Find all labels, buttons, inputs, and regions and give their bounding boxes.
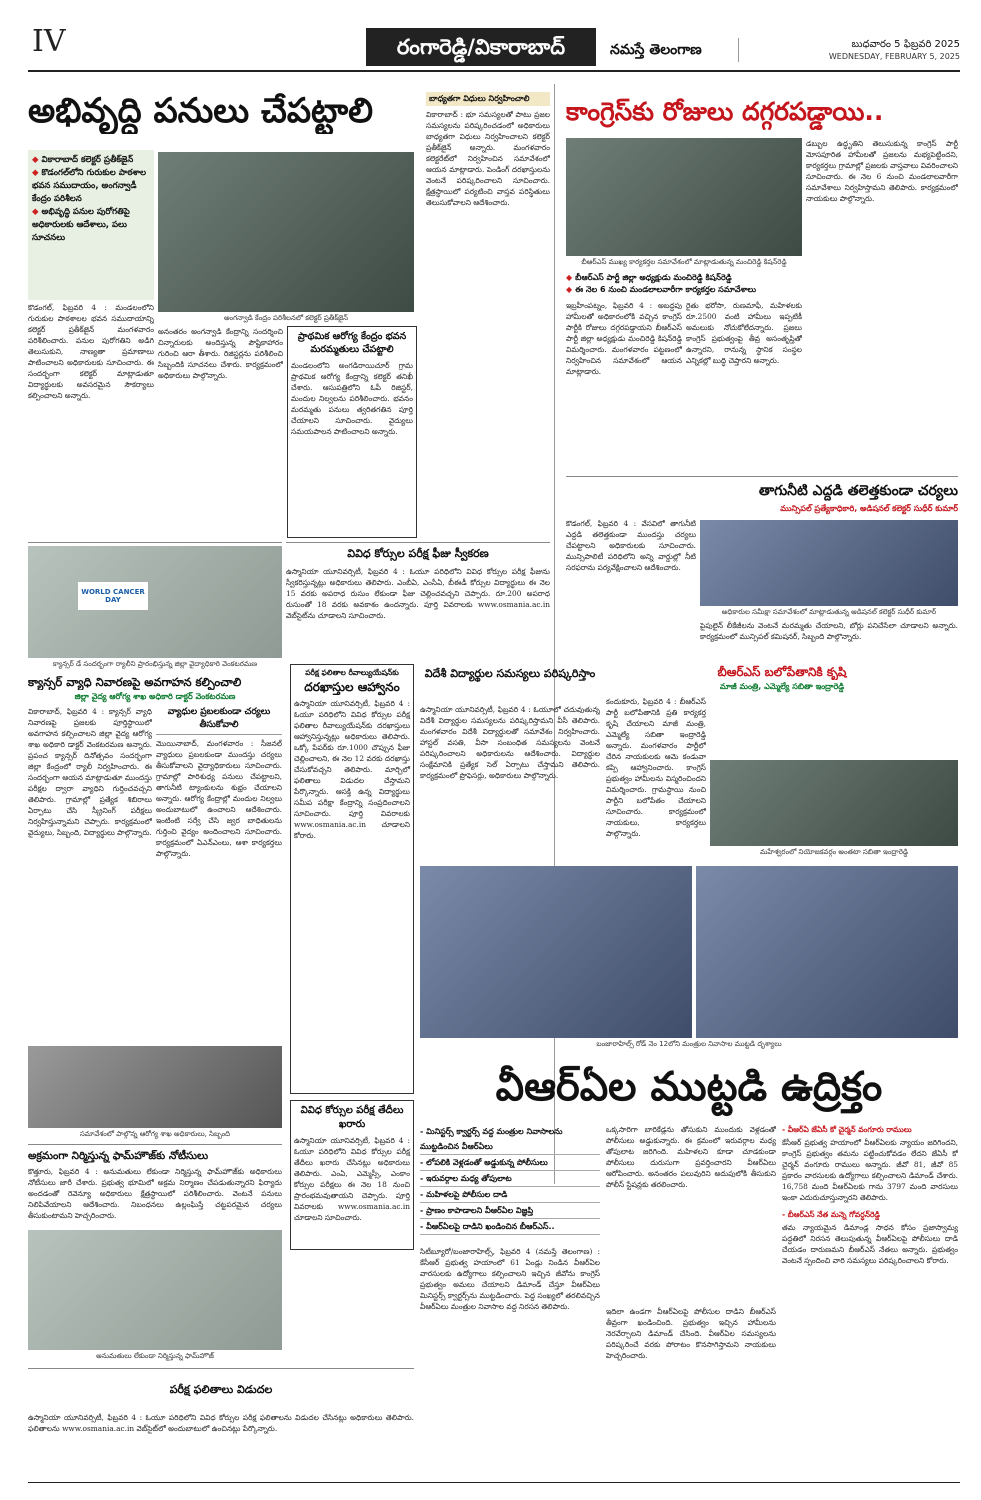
results-body: ఉస్మానియా యూనివర్సిటీ, ఫిబ్రవరి 4 : ఓయూ పరిధిలోని వివిధ కోర్సుల పరీక్ష ఫలితాలను విడుదల చేసినట్లు అధికారులు తెలిపారు. ఫలితాలను www.osmania.ac.in వెబ్‌సైట్‌లో అందుబాటులో ఉంచినట్లు పేర్కొన్నారు.: [28, 1413, 414, 1433]
lead-bullet: కొడంగల్‌లోని గురుకుల పాఠశాల భవన సముదాయం, అంగన్వాడీ కేంద్రం పరిశీలన: [32, 168, 147, 204]
masthead: [0, 0, 981, 68]
cancer-subhead: జిల్లా వైద్య ఆరోగ్య శాఖ అధికారి డాక్టర్ వెంకటరమణ: [74, 692, 236, 701]
brs-photo-caption: మహేశ్వరంలో నియోజకవర్గం అంతటా సబితా ఇంద్రారెడ్డి: [759, 848, 909, 856]
protest-right-body-1: కేసీఆర్ ప్రభుత్వ హయాంలో వీఆర్ఏలకు న్యాయం జరిగిందని, కాంగ్రెస్ ప్రభుత్వం తమను పట్టించుకోవడం లేదని జేఏసీ కో చైర్మన్ వంగూరు రాములు అన్నారు. జీవో 81, జీవో 85 ప్రకారం వారసులకు ఉద్యోగాలు కల్పించాలని డిమాండ్ చేశారు. 16,758 మంది వీఆర్ఏలకు గాను 3797 మంది వారసులు ఇంకా ఎదురుచూస్తున్నారని తెలిపారు.: [782, 1138, 958, 1202]
brs-subhead: మాజీ మంత్రి, ఎమ్మెల్యే సబితా ఇంద్రారెడ్డి: [719, 682, 845, 691]
courses-body: ఉస్మానియా యూనివర్సిటీ, ఫిబ్రవరి 4 : ఓయూ పరిధిలోని వివిధ కోర్సుల పరీక్ష తేదీలు ఖరారు చేసినట్లు అధికారులు తెలిపారు. ఎంఏ, ఎమ్మెస్సీ, ఎంకాం కోర్సుల పరీక్షలు ఈ నెల 18 నుంచి ప్రారంభమవుతాయని చెప్పారు. పూర్తి వివరాలకు www.osmania.ac.in చూడాలని సూచించారు.: [294, 1136, 410, 1222]
lead-bullets: ◆ వికారాబాద్ కలెక్టర్ ప్రతీక్‌జైన్ ◆ కొడంగల్‌లోని గురుకుల పాఠశాల భవన సముదాయం, అంగన్వాడీ కేంద్రం పరిశీలన ◆ అభివృద్ధి పనుల పురోగతిపై అధికారులకు ఆదేశాలు, పలు సూచనలు: [28, 150, 154, 300]
congress-photo: [566, 138, 802, 256]
lead-bullet: అభివృద్ధి పనుల పురోగతిపై అధికారులకు ఆదేశాలు, పలు సూచనలు: [32, 207, 130, 243]
protest-body-2: ఒక్కసారిగా బారికేడ్లను తోసుకుని ముందుకు వెళ్లడంతో పోలీసులు అడ్డుకున్నారు. ఈ క్రమంలో ఇరువర్గాల మధ్య తోపులాట జరిగింది. మహిళలని కూడా చూడకుండా పోలీసులు దురుసుగా ప్రవర్తించారని వీఆర్ఏలు ఆరోపించారు. అనంతరం పలువురిని అదుపులోకి తీసుకుని పోలీస్ స్టేషన్లకు తరలించారు.: [606, 1125, 776, 1189]
congress-body-2: రైతు భరోసా, రుణమాఫీ, మహిళలకు రూ.2500 వంటి హామీలు ఇప్పటికీ అమలుకు నోచుకోలేదన్నారు. ప్రజలు కాంగ్రెస్ ప్రభుత్వంపై తీవ్ర అసంతృప్తితో ఉన్నారని, రానున్న స్థానిక సంస్థల ఎన్నికల్లో బుద్ధి చెప్తారని అన్నారు.: [686, 301, 802, 365]
date-telugu: బుధవారం 5 ఫిబ్రవరి 2025: [851, 39, 960, 50]
district-banner: [366, 28, 596, 66]
cancer-photo: [28, 546, 282, 658]
water-photo: [700, 520, 958, 606]
meeting-photo-caption: సమావేశంలో పాల్గొన్న ఆరోగ్య శాఖ అధికారులు, సిబ్బంది: [79, 1130, 231, 1138]
lead-body-1: కొడంగల్, ఫిబ్రవరి 4 : మండలంలోని గురుకుల పాఠశాలల భవన సముదాయాన్ని కలెక్టర్ ప్రతీక్‌జైన్ మంగళవారం పరిశీలించారు. పనుల పురోగతిని అడిగి తెలుసుకుని, నాణ్యతా ప్రమాణాలు పాటించాలని అధికారులకు సూచించారు. ఈ సందర్భంగా కలెక్టర్ మాట్లాడుతూ విద్యార్థులకు అవసరమైన సౌకర్యాలు కల్పించాలని అన్నారు.: [28, 303, 154, 400]
cancer-banner: WORLD CANCER DAY: [78, 582, 148, 610]
protest-headline: వీఆర్ఏల ముట్టడి ఉద్రిక్తం: [495, 1064, 883, 1110]
protest-bullet: - లోపలికి వెళ్లడంతో అడ్డుకున్న పోలీసులు: [420, 1155, 600, 1171]
protest-photo-caption: బంజారాహిల్స్ రోడ్ నెం 12లోని మంత్రుల నివాసాల ముట్టడి దృశ్యాలు: [596, 1040, 782, 1048]
brs-headline: బీఆర్ఎస్ బలోపేతానికి కృషి: [717, 665, 847, 679]
protest-body-3: ఇదిలా ఉండగా వీఆర్ఏలపై పోలీసుల దాడిని బీఆర్ఎస్ తీవ్రంగా ఖండించింది. ప్రభుత్వం ఇచ్చిన హామీలను నెరవేర్చాలని డిమాండ్ చేసింది. వీఆర్ఏల సమస్యలను పరిష్కరించే వరకు పోరాటం కొనసాగిస్తామని నాయకులు హెచ్చరించారు.: [606, 1307, 776, 1360]
protest-right-head-2: - బీఆర్ఎస్ నేత మన్నె గోవర్ధన్‌రెడ్డి: [782, 1210, 880, 1219]
diseases-body: మొయినాబాద్, మంగళవారం : సీజనల్ వ్యాధులు ప్రబలకుండా ముందస్తు చర్యలు తీసుకోవాలని వైద్యాధికారులు సూచించారు. గ్రామాల్లో పారిశుధ్య పనులు చేపట్టాలని, తాగునీటి ట్యాంకులను శుభ్రం చేయాలని అన్నారు. ఆరోగ్య కేంద్రాల్లో మందుల నిల్వలు అందుబాటులో ఉంచాలని ఆదేశించారు. ఇంటింటి సర్వే చేసి జ్వర బాధితులను గుర్తించి వైద్యం అందించాలని సూచించారు. కార్యక్రమంలో ఏఎన్ఎంలు, ఆశా కార్యకర్తలు పాల్గొన్నారు.: [156, 739, 282, 858]
diseases-story: [156, 706, 282, 1042]
phc-headline: ప్రాథమిక ఆరోగ్య కేంద్రం భవన మరమ్మతులు చేపట్టాలి: [297, 331, 407, 355]
protest-bullets: [420, 1124, 600, 1235]
lead-photo: [158, 152, 414, 312]
meeting-photo: [28, 1046, 282, 1128]
farmhouse-photo-caption: అనుమతులు లేకుండా నిర్మిస్తున్న ఫామ్‌హౌజ్: [96, 1352, 214, 1360]
courses-box: [290, 1100, 414, 1250]
protest-bullet: - ఇరువర్గాల మధ్య తోపులాట: [420, 1171, 600, 1187]
farmhouse-photo: [28, 1230, 282, 1350]
water-body-2: పైపులైన్ లీకేజీలను వెంటనే మరమ్మతు చేయాలని, బోర్లు పనిచేసేలా చూడాలని అన్నారు. కార్యక్రమంలో మున్సిపల్ కమిషనర్, సిబ్బంది పాల్గొన్నారు.: [700, 621, 958, 641]
protest-bullet: - మహిళలపై పోలీసుల దాడి: [420, 1187, 600, 1203]
brs-photo: [710, 760, 958, 846]
district-title: రంగారెడ్డి/వికారాబాద్: [396, 35, 566, 59]
phc-box: [287, 326, 417, 538]
farmhouse-body: కొత్తూరు, ఫిబ్రవరి 4 : అనుమతులు లేకుండా నిర్మిస్తున్న ఫామ్‌హౌజ్‌కు అధికారులు నోటీసులు జారీ చేశారు. ప్రభుత్వ భూమిలో అక్రమ నిర్మాణం చేపడుతున్నారని ఫిర్యాదు అందడంతో రెవెన్యూ అధికారులు క్షేత్రస్థాయిలో పరిశీలించారు. వెంటనే పనులు నిలిపివేయాలని ఆదేశించారు. నిబంధనలు ఉల్లంఘిస్తే చట్టపరమైన చర్యలు తీసుకుంటామని హెచ్చరించారు.: [28, 1167, 282, 1220]
page-number: IV: [32, 24, 66, 59]
protest-right-head-1: - వీఆర్ఏ జేఏసీ కో చైర్మన్ వంగూరు రాములు: [782, 1125, 912, 1134]
water-body-1: కొడంగల్, ఫిబ్రవరి 4 : వేసవిలో తాగునీటి ఎద్దడి తలెత్తకుండా ముందస్తు చర్యలు చేపట్టాలని అధికారులకు సూచించారు. మున్సిపాలిటీ పరిధిలోని అన్ని వార్డుల్లో నీటి సరఫరాను పర్యవేక్షించాలని ఆదేశించారు.: [566, 519, 696, 572]
farmhouse-headline: అక్రమంగా నిర్మిస్తున్న ఫామ్‌హౌజ్‌కు నోటీసులు: [28, 1150, 209, 1162]
congress-bullet: బీఆర్ఎస్ పార్టీ జిల్లా అధ్యక్షుడు మంచిరెడ్డి కిషన్‌రెడ్డి: [575, 273, 732, 282]
column-1-subhead: బాధ్యతగా విధులు నిర్వహించాలి: [426, 92, 550, 106]
protest-bullet: - వీఆర్ఏలపై దాడిని ఖండించిన బీఆర్ఎస్..: [420, 1219, 600, 1235]
date-english: WEDNESDAY, FEBRUARY 5, 2025: [828, 52, 960, 61]
lead-headline: అభివృద్ధి పనులు చేపట్టాలి: [28, 91, 374, 131]
protest-bullet: - మినిస్టర్స్ క్వార్టర్స్ వద్ద మంత్రుల నివాసాలను ముట్టడించిన వీఆర్ఏలు: [420, 1124, 600, 1155]
paper-name: నమస్తే తెలంగాణ: [610, 42, 702, 58]
column-1-body: వికారాబాద్ : భూ సమస్యలతో పాటు ప్రజల సమస్యలను పరిష్కరించడంలో అధికారులు బాధ్యతగా విధులు నిర్వహించాలని కలెక్టర్ ప్రతీక్‌జైన్ అన్నారు. మంగళవారం కలెక్టరేట్‌లో నిర్వహించిన సమావేశంలో ఆయన మాట్లాడారు. పెండింగ్ దరఖాస్తులను వెంటనే పరిష్కరించాలని సూచించారు. క్షేత్రస్థాయిలో పర్యటించి వాస్తవ పరిస్థితులు తెలుసుకోవాలని ఆదేశించారు.: [426, 110, 550, 207]
congress-headline: కాంగ్రెస్‌కు రోజులు దగ్గరపడ్డాయి..: [566, 97, 884, 126]
water-subhead: మున్సిపల్ ప్రత్యేకాధికారి, అడిషనల్ కలెక్టర్ సుధీర్ కుమార్: [780, 504, 958, 513]
congress-body-3: డబ్బుల ఉద్ధృతిని తెలుసుకున్న కాంగ్రెస్ పార్టీ మోసపూరిత హామీలతో ప్రజలను మభ్యపెట్టిందని, కార్యకర్తలు గ్రామాల్లో ప్రజలకు వాస్తవాలు వివరించాలని సూచించారు. ఈ నెల 6 నుంచి మండలాలవారీగా సమావేశాలు నిర్వహిస్తామని తెలిపారు. కార్యక్రమంలో నాయకులు పాల్గొన్నారు.: [806, 139, 958, 203]
applications-headline: దరఖాస్తుల ఆహ్వానం: [304, 680, 400, 694]
lead-photo-caption: అంగన్వాడి కేంద్రం పరిశీలనలో కలెక్టర్ ప్రతీక్‌జైన్: [223, 314, 349, 322]
congress-body-1: ఇబ్రహీంపట్నం, ఫిబ్రవరి 4 : అబద్ధపు హామీలతో అధికారంలోకి వచ్చిన కాంగ్రెస్ పార్టీకి రోజులు దగ్గరపడ్డాయని బీఆర్ఎస్ పార్టీ జిల్లా అధ్యక్షుడు మంచిరెడ్డి కిషన్‌రెడ్డి విమర్శించారు. మంగళవారం పట్టణంలో నిర్వహించిన సమావేశంలో ఆయన మాట్లాడారు.: [566, 301, 682, 376]
applications-body: ఉస్మానియా యూనివర్సిటీ, ఫిబ్రవరి 4 : ఓయూ పరిధిలోని వివిధ కోర్సుల పరీక్ష ఫలితాల రీవాల్యుయేషన్‌కు దరఖాస్తులు ఆహ్వానిస్తున్నట్లు అధికారులు తెలిపారు. ఒక్కో పేపర్‌కు రూ.1000 చొప్పున ఫీజు చెల్లించాలని, ఈ నెల 12 వరకు దరఖాస్తు చేసుకోవచ్చని తెలిపారు. మార్చిలో ఫలితాలు విడుదల చేస్తామని పేర్కొన్నారు. ఆసక్తి ఉన్న విద్యార్థులు సమీప పరీక్షా కేంద్రాన్ని సంప్రదించాలని సూచించారు. పూర్తి వివరాలకు www.osmania.ac.in చూడాలని కోరారు.: [294, 699, 410, 840]
fees-headline: వివిధ కోర్సుల పరీక్ష ఫీజు స్వీకరణ: [347, 547, 489, 560]
column-1: [426, 92, 550, 532]
results-headline: పరీక్ష ఫలితాలు విడుదల: [169, 1383, 273, 1396]
cancer-photo-caption: క్యాన్సర్ డే సందర్భంగా ర్యాలీని ప్రారంభిస్తున్న జిల్లా వైద్యాధికారి వెంకటరమణ: [52, 660, 258, 668]
fees-body: ఉస్మానియా యూనివర్సిటీ, ఫిబ్రవరి 4 : ఓయూ పరిధిలోని వివిధ కోర్సుల పరీక్ష ఫీజును స్వీకరిస్తున్నట్లు అధికారులు తెలిపారు. ఎంబీఏ, ఎంసీఏ, బీఈడీ కోర్సుల విద్యార్థులు ఈ నెల 15 వరకు అపరాధ రుసుం లేకుండా ఫీజు చెల్లించవచ్చని చెప్పారు. రూ.200 అపరాధ రుసుంతో 18 వరకు అవకాశం ఉందన్నారు. పూర్తి వివరాలకు www.osmania.ac.in వెబ్‌సైట్‌ను చూడాలని సూచించారు.: [286, 567, 550, 620]
lead-body-2: అనంతరం అంగన్వాడి కేంద్రాన్ని సందర్శించి చిన్నారులకు అందిస్తున్న పౌష్టికాహారం గురించి ఆరా తీశారు. రిజిస్టర్లను పరిశీలించి సిబ్బందికి సూచనలు చేశారు. కార్యక్రమంలో అధికారులు పాల్గొన్నారు.: [158, 327, 283, 380]
protest-photo-right: [696, 866, 958, 1038]
congress-bullets: ◆ బీఆర్ఎస్ పార్టీ జిల్లా అధ్యక్షుడు మంచిరెడ్డి కిషన్‌రెడ్డి ◆ ఈ నెల 6 నుంచి మండలాలవారీగా కార్యకర్తల సమావేశాలు: [566, 273, 756, 294]
brs-body: కందుకూరు, ఫిబ్రవరి 4 : బీఆర్ఎస్ పార్టీ బలోపేతానికి ప్రతి కార్యకర్త కృషి చేయాలని మాజీ మంత్రి, ఎమ్మెల్యే సబితా ఇంద్రారెడ్డి అన్నారు. మంగళవారం పార్టీలో చేరిన నాయకులకు ఆమె కండువా కప్పి ఆహ్వానించారు. కాంగ్రెస్ ప్రభుత్వం హామీలను విస్మరించిందని విమర్శించారు. గ్రామస్థాయి నుంచి పార్టీని బలోపేతం చేయాలని సూచించారు. కార్యక్రమంలో నాయకులు, కార్యకర్తలు పాల్గొన్నారు.: [606, 697, 706, 838]
applications-box: [290, 664, 414, 1094]
water-photo-caption: అధికారుల సమీక్షా సమావేశంలో మాట్లాడుతున్న అడిషనల్ కలెక్టర్ సుధీర్ కుమార్: [721, 608, 937, 616]
protest-photo-left: [420, 866, 692, 1038]
water-headline: తాగునీటి ఎద్దడి తలెత్తకుండా చర్యలు: [758, 483, 958, 499]
cancer-headline: క్యాన్సర్ వ్యాధి నివారణపై అవగాహన కల్పించాలి: [28, 675, 242, 689]
congress-photo-caption: బీఆర్ఎస్ ముఖ్య కార్యకర్తల సమావేశంలో మాట్లాడుతున్న మంచిరెడ్డి కిషన్‌రెడ్డి: [581, 258, 787, 266]
courses-headline: వివిధ కోర్సుల పరీక్ష తేదీలు ఖరారు: [300, 1105, 404, 1130]
protest-body-1: సిటీబ్యూరో/బంజారాహిల్స్, ఫిబ్రవరి 4 (నమస్తే తెలంగాణ) : కేసీఆర్ ప్రభుత్వ హయాంలో 61 ఏండ్లు నిండిన వీఆర్ఏల వారసులకు ఉద్యోగాలు కల్పించాలని ఇచ్చిన జీవోను కాంగ్రెస్ ప్రభుత్వం అమలు చేయాలని డిమాండ్ చేస్తూ వీఆర్ఏలు మినిస్టర్స్ క్వార్టర్స్‌ను ముట్టడించారు. పెద్ద సంఖ్యలో తరలివచ్చిన వీఆర్ఏలు మంత్రుల నివాసాల వద్ద నిరసన తెలిపారు.: [420, 1247, 600, 1311]
applications-subhead: పరీక్ష ఫలితాల రీవాల్యుయేషన్‌కు: [305, 668, 399, 677]
diseases-headline: వ్యాధుల ప్రబలకుండా చర్యలు తీసుకోవాలి: [156, 706, 282, 735]
protest-bullet: - ప్రాణం కాపాడాలని వీఆర్ఏల విజ్ఞప్తి: [420, 1203, 600, 1219]
protest-right-body-2: తమ న్యాయమైన డిమాండ్ల సాధన కోసం ప్రజాస్వామ్య పద్ధతిలో నిరసన తెలుపుతున్న వీఆర్ఏలపై పోలీసులు దాడి చేయడం దారుణమని బీఆర్ఎస్ నేతలు అన్నారు. ప్రభుత్వం వెంటనే స్పందించి వారి సమస్యలు పరిష్కరించాలని కోరారు.: [782, 1223, 958, 1265]
phc-body: మండలంలోని అంగడిరాయిచూర్ గ్రామ ప్రాథమిక ఆరోగ్య కేంద్రాన్ని కలెక్టర్ తనిఖీ చేశారు. ఆసుపత్రిలోని ఓపీ రిజిస్టర్, మందుల నిల్వలను పరిశీలించారు. భవనం మరమ్మతు పనులు త్వరితగతిన పూర్తి చేయాలని సూచించారు. వైద్యులు సమయపాలన పాటించాలని అన్నారు.: [291, 361, 413, 436]
lead-bullet: వికారాబాద్ కలెక్టర్ ప్రతీక్‌జైన్: [41, 155, 134, 165]
congress-bullet: ఈ నెల 6 నుంచి మండలాలవారీగా కార్యకర్తల సమావేశాలు: [575, 285, 756, 294]
protest-right-column: [782, 1124, 958, 1476]
students-body: ఉస్మానియా యూనివర్సిటీ, ఫిబ్రవరి 4 : ఓయూలో చదువుతున్న విదేశీ విద్యార్థుల సమస్యలను పరిష్కరిస్తామని వీసీ తెలిపారు. మంగళవారం విదేశీ విద్యార్థులతో సమావేశం నిర్వహించారు. హాస్టల్ వసతి, వీసా సంబంధిత సమస్యలను వెంటనే పరిష్కరించాలని అధికారులను ఆదేశించారు. విద్యార్థుల సంక్షేమానికి ప్రత్యేక సెల్ ఏర్పాటు చేస్తామని తెలిపారు. కార్యక్రమంలో ప్రొఫెసర్లు, అధికారులు పాల్గొన్నారు.: [420, 705, 600, 780]
cancer-body: వికారాబాద్, ఫిబ్రవరి 4 : క్యాన్సర్ వ్యాధి నివారణపై ప్రజలకు పూర్తిస్థాయిలో అవగాహన కల్పించాలని జిల్లా వైద్య ఆరోగ్య శాఖ అధికారి డాక్టర్ వెంకటరమణ అన్నారు. ప్రపంచ క్యాన్సర్ దినోత్సవం సందర్భంగా జిల్లా కేంద్రంలో ర్యాలీ నిర్వహించారు. ఈ సందర్భంగా ఆయన మాట్లాడుతూ ముందస్తు పరీక్షల ద్వారా వ్యాధిని గుర్తించవచ్చని తెలిపారు. గ్రామాల్లో ప్రత్యేక శిబిరాలు ఏర్పాటు చేసి స్క్రీనింగ్ పరీక్షలు నిర్వహిస్తున్నామని చెప్పారు. కార్యక్రమంలో వైద్యులు, సిబ్బంది, విద్యార్థులు పాల్గొన్నారు.: [28, 707, 152, 837]
students-headline: విదేశీ విద్యార్థుల సమస్యలు పరిష్కరిస్తాం: [424, 667, 596, 680]
